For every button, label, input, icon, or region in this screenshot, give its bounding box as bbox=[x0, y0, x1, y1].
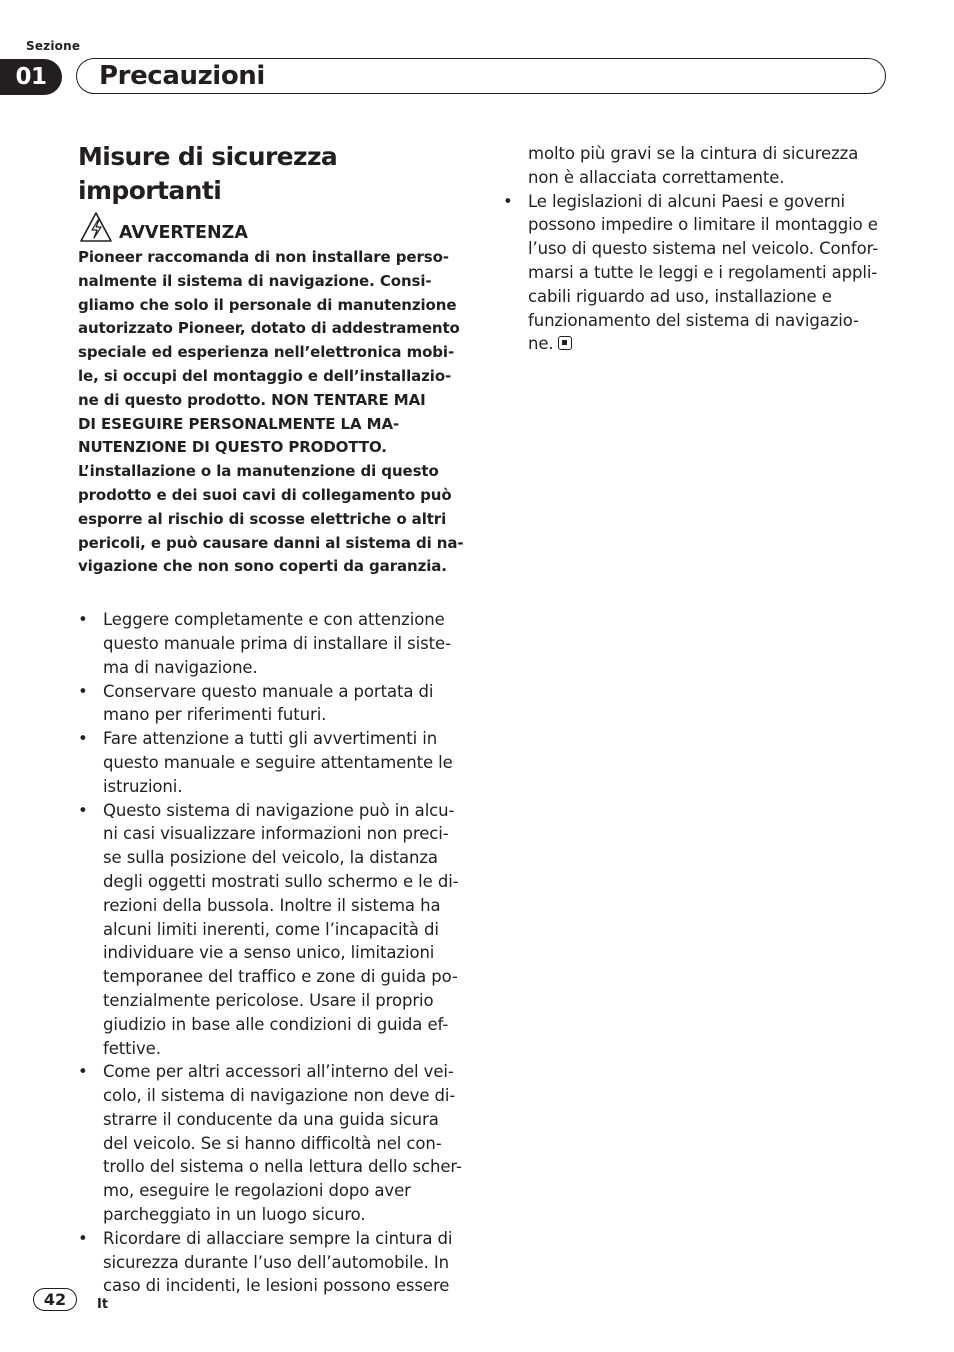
language-code: It bbox=[97, 1297, 109, 1312]
list-item bbox=[503, 190, 893, 357]
list-item: • Come per altri accessori all’interno del vei- colo, il sistema di navigazione non deve di- strarre il conducente da una guida sicura del veicolo. Se si hanno difficoltà nel con- trollo del sistema o nella lettura dello scher- mo, eseguire le regolazioni dopo aver parcheggiato in un luogo sicuro. bbox=[78, 1060, 468, 1227]
list-item-text: Le legislazioni di alcuni Paesi e governi possono impedire o limitare il montaggio e l’uso di questo sistema nel veicolo. Confor- marsi a tutte le leggi e i regolamenti appli- cabili riguardo ad uso, installazione e funzionamento del sistema di navigazio- ne. bbox=[528, 191, 879, 354]
list-item: • Questo sistema di navigazione può in alcu- ni casi visualizzare informazioni non preci- se sulla posizione del veicolo, la distanza degli oggetti mostrati sullo schermo e le di- rezioni della bussola. Inoltre il sistema ha alcuni limiti inerenti, come l’incapacità di individuare vie a senso unico, limitazioni temporanee del traffico e zone di guida po- tenzialmente pericolose. Usare il proprio giudizio in base alle condizioni di guida ef- fettive. bbox=[78, 799, 468, 1061]
list-item-continuation: molto più gravi se la cintura di sicurezza non è allacciata correttamente. bbox=[528, 144, 859, 187]
safety-list-right bbox=[503, 190, 893, 357]
section-label: Sezione bbox=[26, 39, 81, 53]
list-item: • Leggere completamente e con attenzione questo manuale prima di installare il siste- ma di navigazione. bbox=[78, 608, 468, 679]
safety-list-left bbox=[78, 608, 468, 1298]
left-column bbox=[78, 140, 468, 1298]
section-number-tab: 01 bbox=[0, 59, 62, 95]
warning-header bbox=[78, 211, 468, 243]
page-number: 42 bbox=[33, 1288, 77, 1311]
warning-triangle-lightning-icon bbox=[79, 211, 113, 243]
right-column bbox=[503, 142, 893, 356]
chapter-title: Precauzioni bbox=[99, 61, 265, 91]
list-item: • Ricordare di allacciare sempre la cintura di sicurezza durante l’uso dell’automobile. In caso di incidenti, le lesioni possono essere bbox=[78, 1227, 468, 1298]
warning-text: Pioneer raccomanda di non installare perso- nalmente il sistema di navigazione. Consi- gliamo che solo il personale di manutenzione autorizzato Pioneer, dotato di addestramento speciale ed esperienza nell’elettronica mobi- le, si occupi del montaggio e dell’installazio- ne di questo prodotto. NON TENTARE MAI DI ESEGUIRE PERSONALMENTE LA MA- NUTENZIONE DI QUESTO PRODOTTO. L’installazione o la manutenzione di questo prodotto e dei suoi cavi di collegamento può esporre al rischio di scosse elettriche o altri pericoli, e può causare danni al sistema di na- vigazione che non sono coperti da garanzia. bbox=[78, 248, 464, 576]
end-of-section-icon bbox=[558, 336, 572, 350]
page-heading: Misure di sicurezza importanti bbox=[78, 142, 338, 205]
list-item: • Conservare questo manuale a portata di mano per riferimenti futuri. bbox=[78, 680, 468, 728]
list-item: • Fare attenzione a tutti gli avvertimenti in questo manuale e seguire attentamente le istruzioni. bbox=[78, 727, 468, 798]
warning-title: AVVERTENZA bbox=[119, 223, 248, 243]
